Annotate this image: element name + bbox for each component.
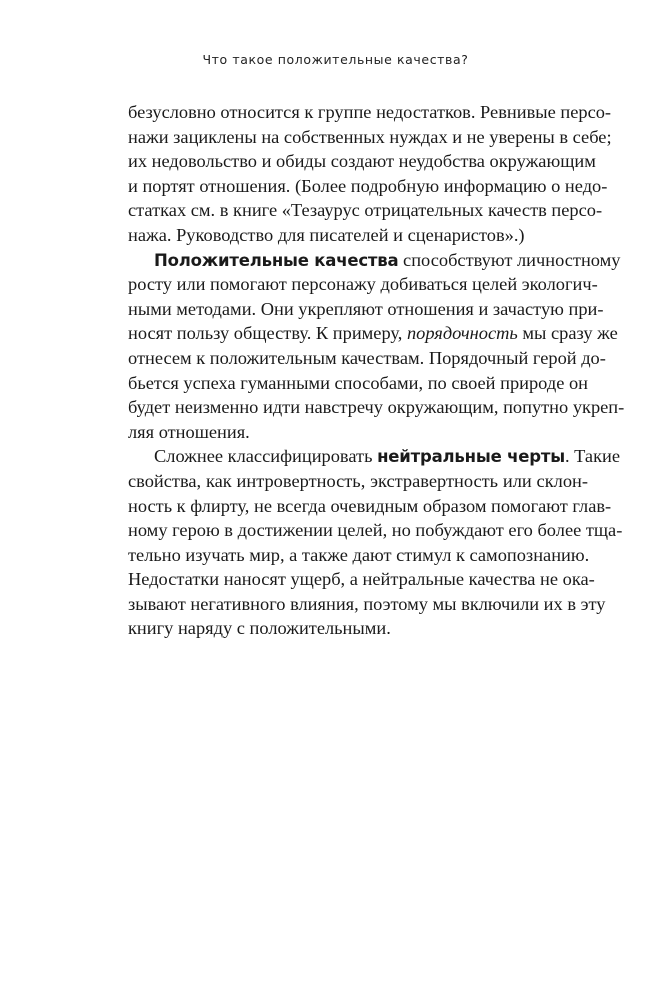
text-line: бьется успеха гуманными способами, по своей природе он (128, 372, 588, 393)
text-line (128, 248, 621, 273)
text-line: будет неизменно идти навстречу окружающим, попутно укреп- (128, 397, 625, 418)
text-line: отнесем к положительным качествам. Порядочный герой до- (128, 347, 606, 368)
term-neutral-traits: нейтральные черты (377, 447, 565, 467)
text-line: росту или помогают персонажу добиваться целей экологич- (128, 274, 598, 295)
text-line: безусловно относится к группе недостатков. Ревнивые персо- (128, 102, 612, 122)
text-line: зывают негативного влияния, поэтому мы включили их в эту (128, 593, 606, 614)
term-positive-qualities: Положительные качества (154, 250, 399, 270)
text-fragment: . Такие (564, 446, 621, 467)
text-line (128, 444, 621, 469)
text-line: ляя отношения. (128, 421, 250, 442)
text-line: нажи зациклены на собственных нуждах и не уверены в себе; (128, 126, 612, 147)
text-line: ными методами. Они укрепляют отношения и зачастую при- (128, 298, 604, 319)
italic-term: порядочность (406, 323, 518, 344)
running-head: Что такое положительные качества? (202, 52, 469, 67)
text-line: их недовольство и обиды создают неудобства окружающим (128, 151, 596, 172)
text-line: статках см. в книге «Тезаурус отрицательных качеств персо- (128, 200, 603, 221)
text-fragment: носят пользу обществу. К примеру, (128, 323, 407, 344)
text-line: ному герою в достижении целей, но побуждают его более тща- (128, 520, 623, 541)
text-line: тельно изучать мир, а также дают стимул к самопознанию. (128, 544, 590, 565)
text-fragment: мы сразу же (517, 323, 618, 344)
text-fragment: способствуют личностному (398, 249, 621, 270)
text-line: нажа. Руководство для писателей и сценаристов».) (128, 224, 525, 245)
text-line: Недостатки наносят ущерб, а нейтральные качества не ока- (128, 569, 595, 590)
text-line: и портят отношения. (Более подробную информацию о недо- (128, 175, 608, 196)
text-line: свойства, как интровертность, экстравертность или склон- (128, 470, 588, 491)
text-line (128, 321, 618, 346)
text-fragment: Сложнее классифицировать (154, 446, 378, 467)
text-line: книгу наряду с положительными. (128, 618, 391, 639)
body-text (128, 100, 625, 641)
text-line: ность к флирту, не всегда очевидным образом помогают глав- (128, 495, 612, 516)
